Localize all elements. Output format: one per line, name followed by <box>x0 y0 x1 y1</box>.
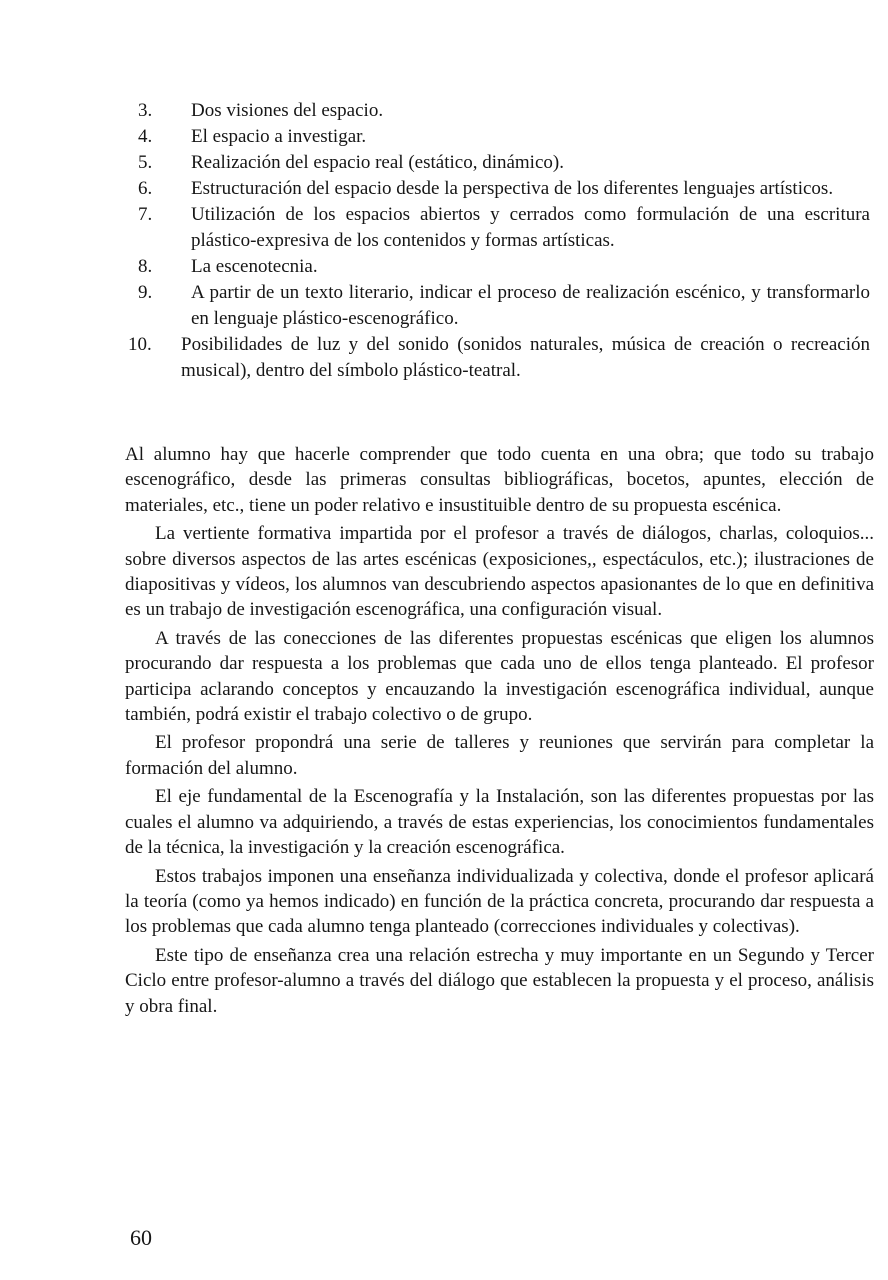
list-item <box>138 124 870 150</box>
page-number: 60 <box>130 1225 152 1250</box>
list-item-number: 5. <box>138 152 153 173</box>
list-item <box>138 202 870 254</box>
paragraph: Estos trabajos imponen una enseñanza individualizada y colectiva, donde el profesor aplicará la teoría (como ya hemos indicado) en función de la práctica concreta, procurando dar respuesta a los problemas que cada alumno tenga planteado (correcciones individuales y colectivas). <box>125 865 874 938</box>
paragraph: El profesor propondrá una serie de talleres y reuniones que servirán para completar la formación del alumno. <box>125 732 874 779</box>
list-item <box>138 176 870 202</box>
list-item-text: Posibilidades de luz y del sonido (sonidos naturales, música de creación o recreación musical), dentro del símbolo plástico-teatral. <box>181 334 870 381</box>
list-item-number: 8. <box>138 256 153 277</box>
list-item-text: La escenotecnia. <box>191 256 318 277</box>
list-item-number: 4. <box>138 126 153 147</box>
list-item <box>138 150 870 176</box>
body-text <box>125 442 874 1019</box>
paragraph: Al alumno hay que hacerle comprender que todo cuenta en una obra; que todo su trabajo escenográfico, desde las primeras consultas bibliográficas, bocetos, apuntes, elección de materiales, etc., tiene un poder relativo e insustituible dentro de su propuesta escénica. <box>125 444 874 516</box>
list-item-text: Estructuración del espacio desde la perspectiva de los diferentes lenguajes artísticos. <box>191 178 834 199</box>
list-item-text: El espacio a investigar. <box>191 126 367 147</box>
list-item-number: 7. <box>138 204 153 225</box>
list-item <box>138 98 870 124</box>
list-item-text: Realización del espacio real (estático, dinámico). <box>191 152 564 173</box>
list-item-number: 9. <box>138 282 153 303</box>
list-item-number: 10. <box>128 334 152 355</box>
list-item-text: A partir de un texto literario, indicar el proceso de realización escénico, y transformarlo en lenguaje plástico-escenográfico. <box>191 282 870 329</box>
list-item <box>128 332 870 384</box>
numbered-list <box>128 98 870 384</box>
list-item-number: 3. <box>138 100 153 121</box>
paragraph: Este tipo de enseñanza crea una relación estrecha y muy importante en un Segundo y Tercer Ciclo entre profesor-alumno a través del diálogo que establecen la propuesta y el proceso, análisis y obra final. <box>125 944 874 1017</box>
paragraph: El eje fundamental de la Escenografía y la Instalación, son las diferentes propuestas por las cuales el alumno va adquiriendo, a través de estas experiencias, los conocimientos fundamentales de la técnica, la investigación y la creación escenográfica. <box>125 786 874 859</box>
list-item-number: 6. <box>138 178 153 199</box>
list-item <box>138 254 870 280</box>
paragraph: La vertiente formativa impartida por el profesor a través de diálogos, charlas, coloquios... sobre diversos aspectos de las artes escénicas (exposiciones,, espectáculos, etc.); ilustraciones de diapositivas y vídeos, los alumnos van descubriendo aspectos apasionantes de lo que en definitiva es un trabajo de investigación escenográfica, una configuración visual. <box>125 523 874 621</box>
list-item <box>138 280 870 332</box>
list-item-text: Utilización de los espacios abiertos y cerrados como formulación de una escritura plástico-expresiva de los contenidos y formas artísticas. <box>191 204 870 251</box>
list-item-text: Dos visiones del espacio. <box>191 100 384 121</box>
paragraph: A través de las conecciones de las diferentes propuestas escénicas que eligen los alumnos procurando dar respuesta a los problemas que cada uno de ellos tenga planteado. El profesor participa aclarando conceptos y encauzando la investigación escenográfica individual, aunque también, podrá existir el trabajo colectivo o de grupo. <box>125 627 874 726</box>
